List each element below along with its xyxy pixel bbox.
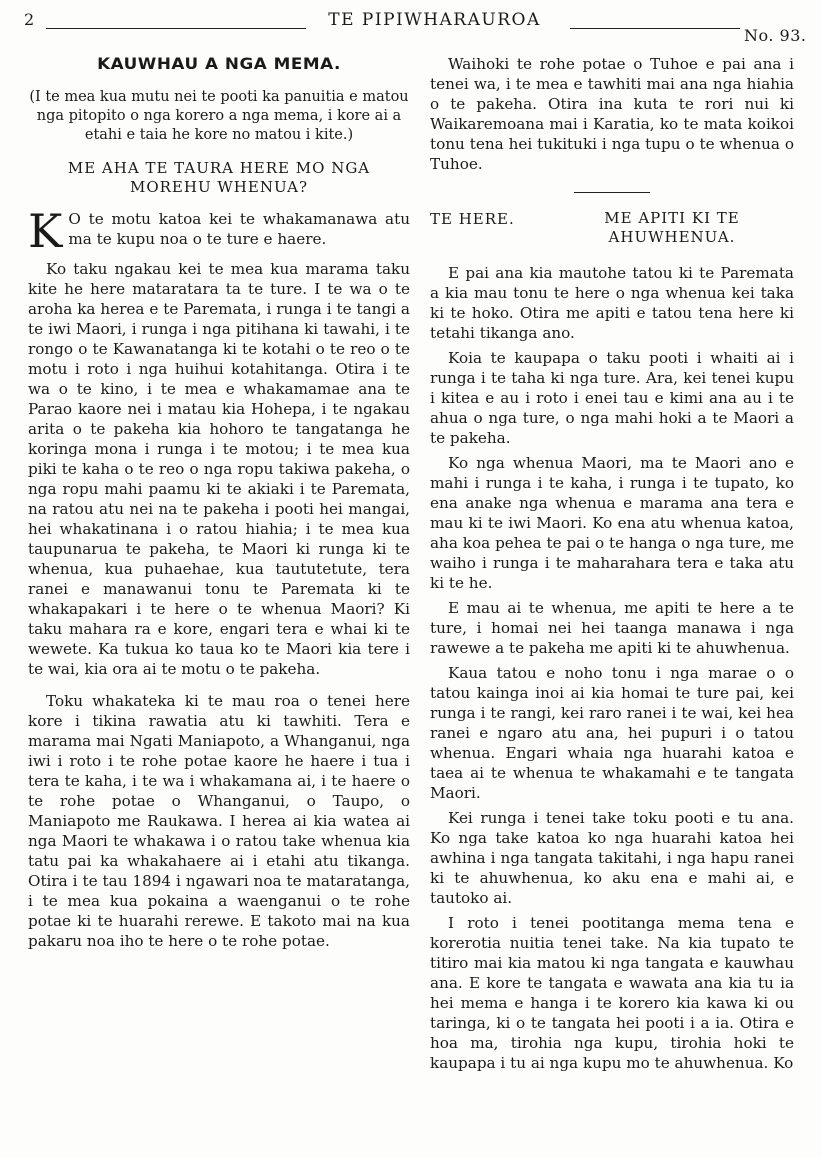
article-heading	[430, 209, 794, 253]
header-rule-left	[46, 28, 306, 29]
drop-cap: K	[28, 204, 63, 258]
header-rule-right	[570, 28, 740, 29]
article-heading-right: ME APITI KI TE AHUWHENUA.	[604, 209, 740, 246]
opening-paragraph	[28, 204, 410, 258]
section-heading: KAUWHAU A NGA MEMA.	[97, 54, 341, 73]
paragraph: Ko taku ngakau kei te mea kua marama taku kite he here mataratara ta te ture. I te wa o te aroha ka herea e te Paremata, i runga i te tangi a te iwi Maori, i runga i nga pitihana ki tawahi, i te rongo o te Kawanatanga ki te kotahi o te reo o te motu i roto i nga huihui kotahitanga. Otira i te wa o te kino, i te mea e whakamamae ana te Parao kaore nei i matau kia Hohepa, i te ngakau arita o te pakeha kia hohoro te tangatanga he koringa mona i runga i te motou; i te mea kua piki te kaha o te reo o nga ropu takiwa pakeha, o nga ropu mahi paamu ki te akiaki i te Paremata, na ratou atu nei na te pakeha i pooti hei mangai, hei whakatinana i o ratou hiahia; i te mea kua taupunarua te pakeha, te Maori ki runga ki te whenua, kua puhaehae, kua taututetute, tera ranei e manawanui tonu te Paremata ki te whakapakari i te here o te whenua Maori? Ki taku mahara ra e kore, engari tera e whai ki te wewete. Ka tukua ko taua ko te Maori kia tere i te wai, kia ora ai te motu o te pakeha.	[28, 260, 410, 678]
paragraph: Kaua tatou e noho tonu i nga marae o o tatou kainga inoi ai kia homai te ture pai, kei runga i te rangi, kei raro ranei i te wai, kei hea ranei e ngaro atu ana, hei pupuri i o tatou whenua. Engari whaia nga huarahi katoa e taea ai te whenua te whakamahi e te tangata Maori.	[430, 664, 794, 802]
issue-number: No. 93.	[744, 26, 807, 45]
paragraph: Toku whakateka ki te mau roa o tenei here kore i tikina rawatia atu ki tawhiti. Tera e marama mai Ngati Maniapoto, a Whanganui, nga iwi i roto i te rohe potae kaore he haere i tua i tera te kaha, i te wa i whakamana ai, i te haere o te rohe potae o Whanganui, o Taupo, o Maniapoto me Raukawa. I herea ai kia watea ai nga Maori te whakawa i o ratou take whenua kia tatu pai ka whakahaere ai i etahi atu tikanga. Otira i te tau 1894 i ngawari noa te mataratanga, i te mea kua pokaina a waenganui o te rohe potae ki te huarahi rerewe. E takoto mai na kua pakaru noa iho te here o te rohe potae.	[28, 692, 410, 950]
page-number: 2	[24, 10, 35, 29]
paragraph: E pai ana kia mautohe tatou ki te Paremata a kia mau tonu te here o nga whenua kei taka ki te hoko. Otira me apiti e tatou tena here ki tetahi tikanga ano.	[430, 264, 794, 342]
continuation-paragraph: Waihoki te rohe potae o Tuhoe e pai ana i tenei wa, i te mea e tawhiti mai ana nga hiahia o te pakeha. Otira ina kuta te rori nui ki Waikaremoana mai i Karatia, ko te mata koikoi tonu tena hei tukituki i nga tupu o te whenua o Tuhoe.	[430, 55, 794, 173]
paragraph: Koia te kaupapa o taku pooti i whaiti ai i runga i te taha ki nga ture. Ara, kei tenei kupu i kitea e au i roto i enei tau e kimi ana au i te ahua o nga ture, o nga mahi hoki a te Maori a te pakeha.	[430, 349, 794, 447]
right-column	[430, 54, 794, 1073]
paragraph: Ko nga whenua Maori, ma te Maori ano e mahi i runga i te kaha, i runga i te tupato, ko ena anake nga whenua e marama ana tera e mau ki te iwi Maori. Ko ena atu whenua katoa, aha koa pehea te pai o te hanga o nga ture, me waiho i runga i te maharahara tera e taka atu ki te he.	[430, 454, 794, 592]
running-header	[22, 6, 812, 45]
section-divider	[574, 192, 650, 193]
left-column	[28, 54, 410, 951]
article-title: ME AHA TE TAURA HERE MO NGA MOREHU WHENUA?	[67, 159, 371, 196]
paragraph: Kei runga i tenei take toku pooti e tu ana. Ko nga take katoa ko nga huarahi katoa hei awhina i nga tangata takitahi, i nga hapu ranei ki te ahuwhenua, ko aku ena e mahi ai, e tautoko ai.	[430, 809, 794, 907]
opening-paragraph-text: O te motu katoa kei te whakamanawa atu ma te kupu noa o te ture e haere.	[68, 210, 410, 248]
paragraph: E mau ai te whenua, me apiti te here a te ture, i homai nei hei taanga manawa i nga rawewe a te pakeha me apiti ki te ahuwhenua.	[430, 599, 794, 657]
paper-title: TE PIPIWHARAUROA	[328, 10, 541, 30]
editor-note: (I te mea kua mutu nei te pooti ka panuitia e matou nga pitopito o nga korero a nga mema, i kore ai a etahi e taia he kore no matou i kite.)	[29, 89, 409, 143]
paragraph: I roto i tenei pootitanga mema tena e korerotia nuitia tenei take. Na kia tupato te titiro mai kia matou ki nga tangata e kauwhau ana. E kore te tangata e wawata ana kia tu ia hei mema e hanga i te korero kia kawa ki ou taringa, ki o te tangata hei pooti i a ia. Otira e hoa ma, tirohia nga kupu, tirohia hoki te kaupapa i tu ai nga kupu mo te ahuwhenua. Ko	[430, 914, 794, 1072]
article-heading-left: TE HERE.	[430, 210, 515, 228]
